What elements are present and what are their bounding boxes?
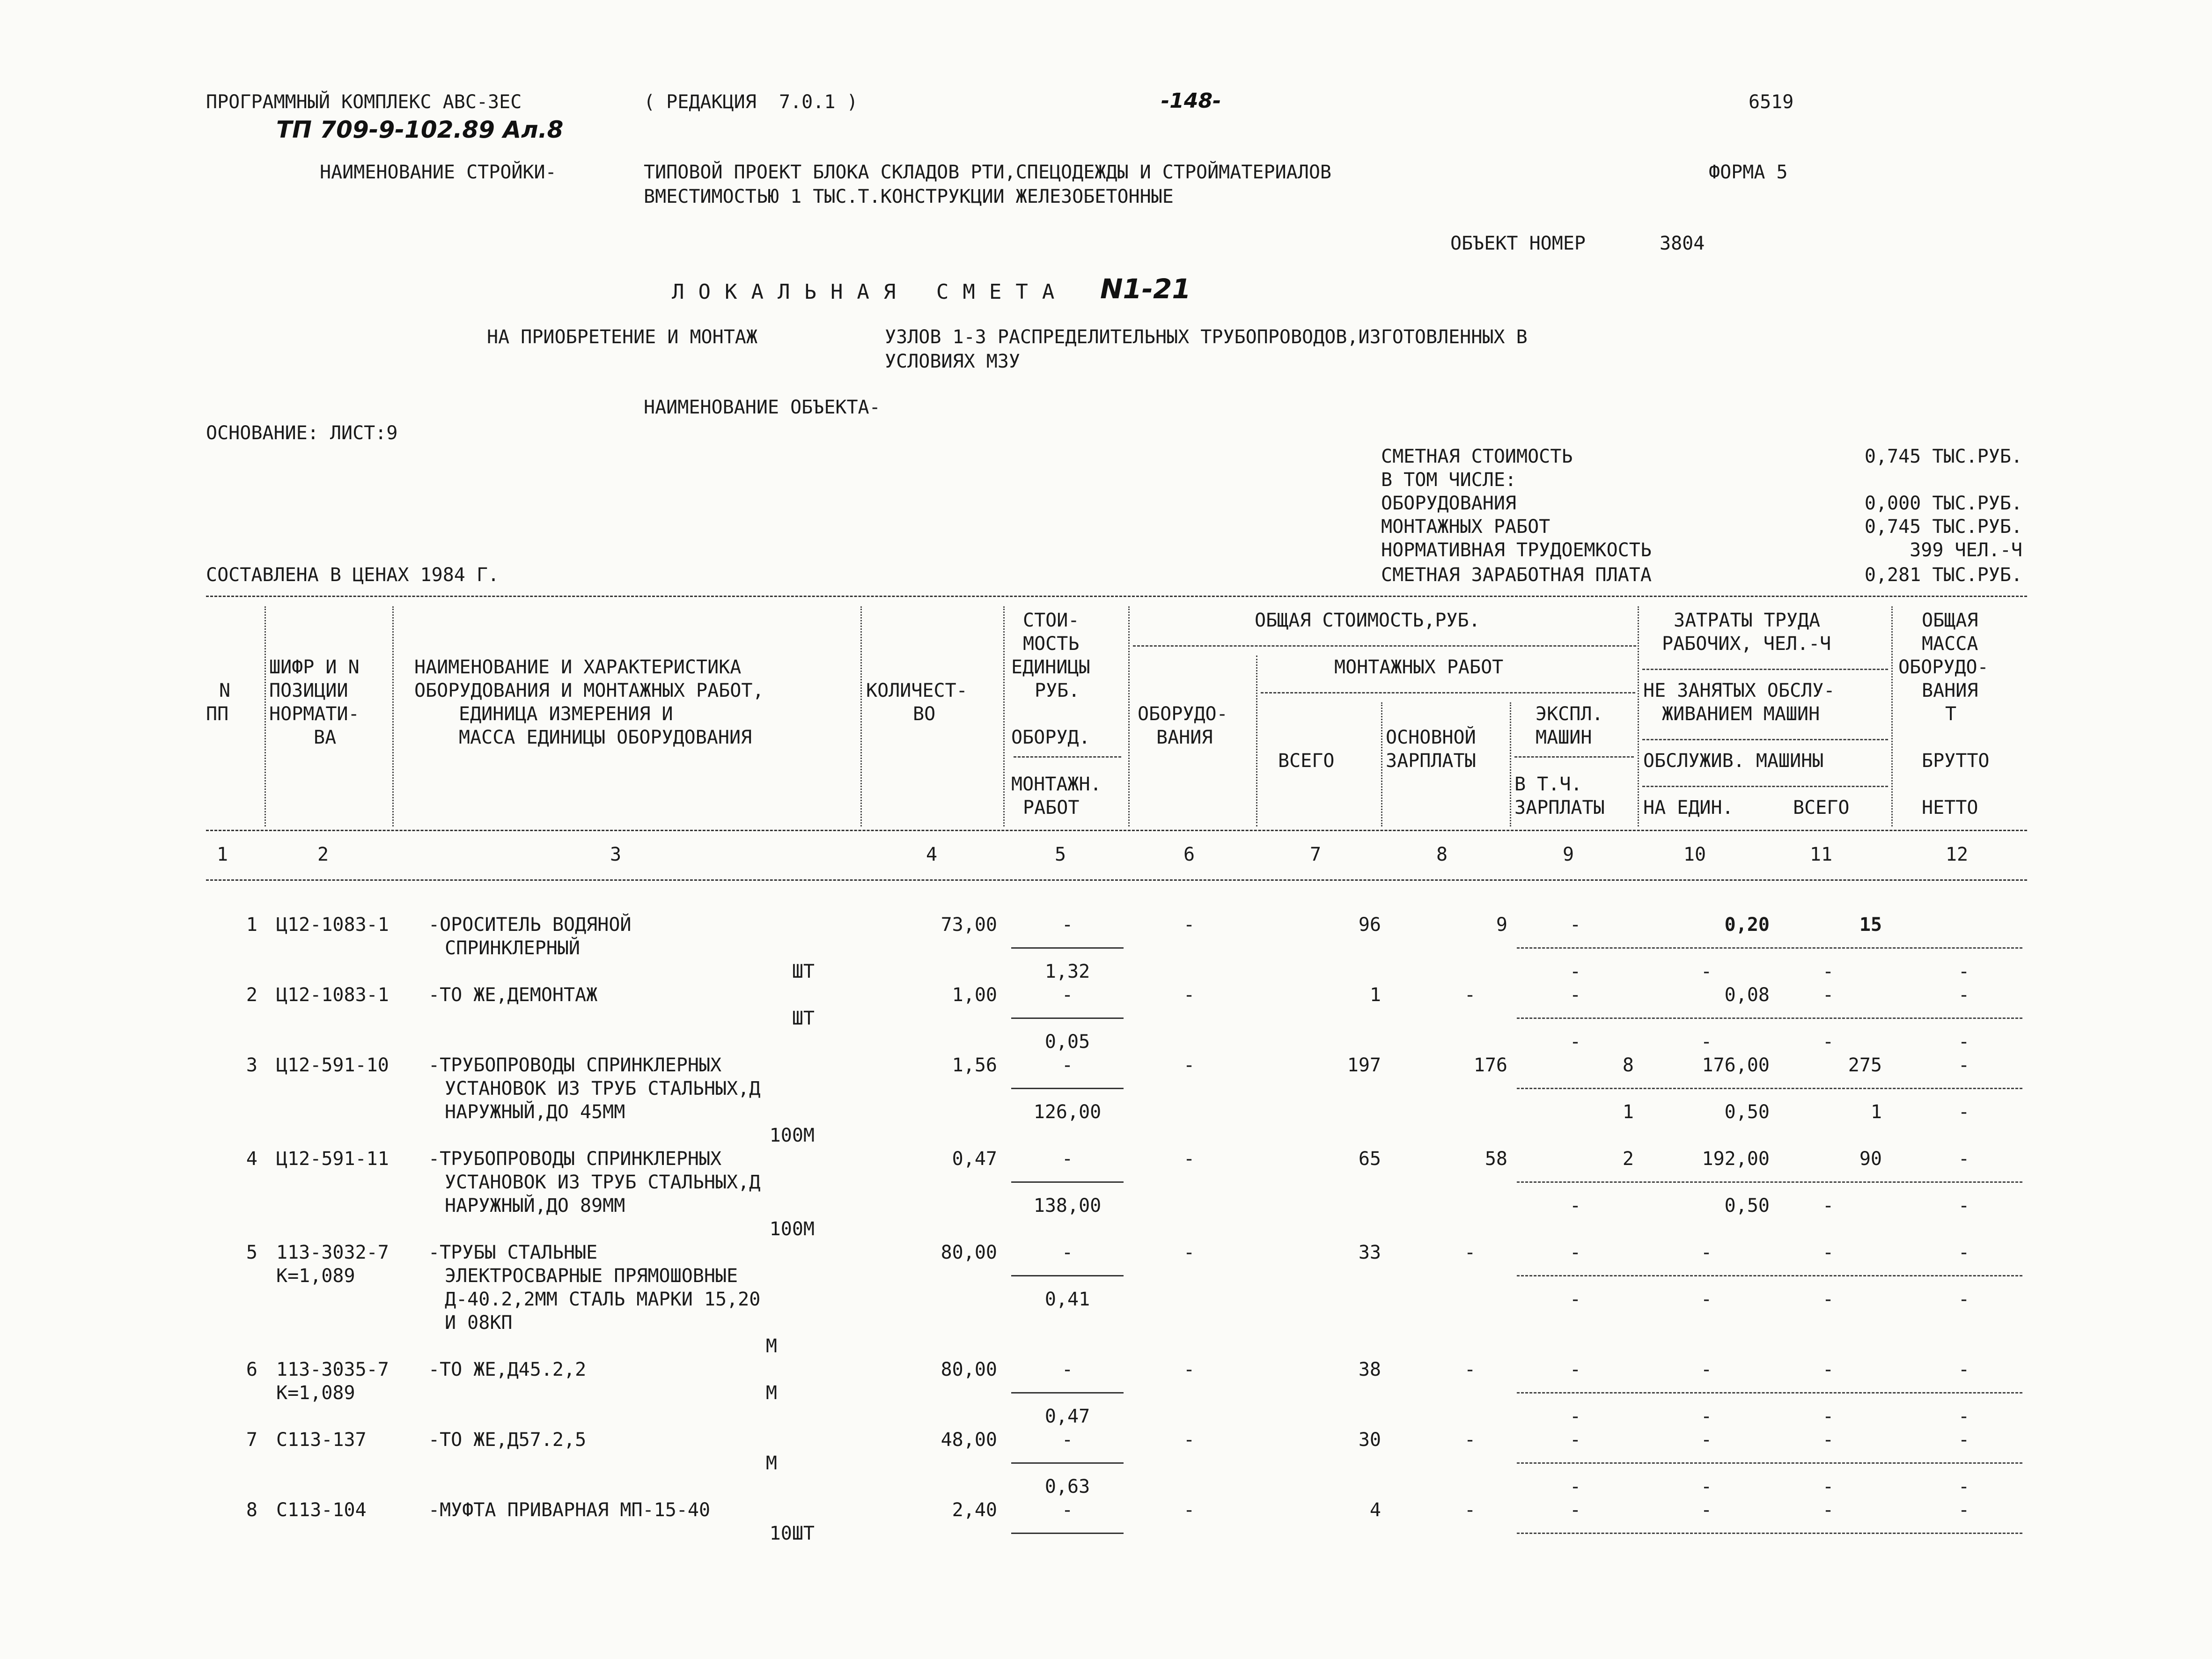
row-labor-unit-bottom: - <box>1700 1476 1712 1497</box>
row-mass-bottom: - <box>1958 1031 1970 1053</box>
row-unit: 10ШТ <box>769 1523 815 1544</box>
column-divider <box>1510 702 1511 826</box>
col-header-equipment: ВАНИЯ <box>1156 727 1213 748</box>
row-unit: М <box>765 1382 777 1404</box>
row-code: Ц12-591-10 <box>276 1054 389 1076</box>
header-separator <box>1133 645 1636 647</box>
object-number-label: ОБЪЕКТ НОМЕР <box>1450 233 1586 254</box>
row-unit-cost-bottom: 126,00 <box>1033 1101 1102 1123</box>
form-number: ФОРМА 5 <box>1709 162 1788 183</box>
column-number: 1 <box>216 844 228 865</box>
row-mass-bottom: - <box>1958 1101 1970 1123</box>
col-header-unit-cost: ЕДИНИЦЫ <box>1011 656 1090 678</box>
row-name: Д-40.2,2ММ СТАЛЬ МАРКИ 15,20 <box>445 1289 761 1310</box>
row-total: 4 <box>1369 1499 1381 1521</box>
col-header-labor: ЗАТРАТЫ ТРУДА <box>1674 610 1821 631</box>
row-unit: ШТ <box>792 961 815 982</box>
cell-rule <box>1517 1392 2022 1394</box>
row-machines-top: - <box>1569 1499 1581 1521</box>
cell-rule <box>1011 947 1124 949</box>
row-machines-bottom: - <box>1569 1476 1581 1497</box>
row-code: Ц12-1083-1 <box>276 984 389 1006</box>
column-number: 11 <box>1809 844 1833 865</box>
row-unit-cost-bottom: 138,00 <box>1033 1195 1102 1217</box>
row-name: -МУФТА ПРИВАРНАЯ МП-15-40 <box>428 1499 711 1521</box>
column-number: 4 <box>926 844 938 865</box>
row-labor-unit-top: 0,20 <box>1724 914 1770 936</box>
row-base-wage: - <box>1464 1359 1476 1380</box>
row-total: 30 <box>1358 1429 1381 1451</box>
col-header-unit-cost: ОБОРУД. <box>1011 727 1090 748</box>
row-labor-unit-bottom: - <box>1700 1289 1712 1310</box>
col-header-name: ОБОРУДОВАНИЯ И МОНТАЖНЫХ РАБОТ, <box>414 680 764 701</box>
row-total: 1 <box>1369 984 1381 1006</box>
row-unit-cost-bottom: 1,32 <box>1044 961 1090 982</box>
column-divider <box>265 606 266 826</box>
column-divider <box>1003 606 1005 826</box>
purpose-label: НА ПРИОБРЕТЕНИЕ И МОНТАЖ <box>487 326 757 348</box>
row-equipment: - <box>1183 1054 1195 1076</box>
col-header-mass: ВАНИЯ <box>1922 680 1978 701</box>
row-base-wage: - <box>1464 1242 1476 1263</box>
header-separator <box>1514 756 1634 758</box>
col-header-code: ВА <box>314 727 337 748</box>
row-unit: ШТ <box>792 1008 815 1029</box>
row-mass-top: - <box>1958 1429 1970 1451</box>
row-labor-unit-top: 176,00 <box>1702 1054 1770 1076</box>
row-labor-total-top: 275 <box>1848 1054 1882 1076</box>
column-divider <box>1638 606 1639 826</box>
cell-rule <box>1517 947 2022 949</box>
row-unit-cost-bottom: 0,63 <box>1044 1476 1090 1497</box>
col-header-code: НОРМАТИ- <box>269 703 360 725</box>
cell-rule <box>1517 1462 2022 1464</box>
row-machines-bottom: - <box>1569 1289 1581 1310</box>
row-code: 113-3032-7 <box>276 1242 389 1263</box>
object-number: 3804 <box>1660 233 1705 254</box>
col-header-machines: В Т.Ч. <box>1514 774 1582 795</box>
row-machines-top: - <box>1569 914 1581 936</box>
column-number: 8 <box>1436 844 1448 865</box>
col-header-name: ЕДИНИЦА ИЗМЕРЕНИЯ И <box>459 703 673 725</box>
col-header-unit-cost: СТОИ- <box>1023 610 1080 631</box>
column-number: 6 <box>1183 844 1195 865</box>
row-labor-total-top: - <box>1822 984 1834 1006</box>
column-number: 2 <box>317 844 329 865</box>
column-number: 10 <box>1683 844 1706 865</box>
cell-rule <box>1011 1088 1124 1089</box>
row-qty: 73,00 <box>941 914 997 936</box>
row-name: -ТРУБЫ СТАЛЬНЫЕ <box>428 1242 598 1263</box>
purpose-line2: УСЛОВИЯХ МЗУ <box>885 351 1020 372</box>
document-number: 6519 <box>1749 91 1794 113</box>
program-name: ПРОГРАММНЫЙ КОМПЛЕКС АВС-3ЕС <box>206 91 522 113</box>
row-machines-bottom: - <box>1569 1195 1581 1217</box>
row-unit-cost-top: - <box>1061 984 1073 1006</box>
table-top-rule <box>206 596 2027 597</box>
row-machines-top: - <box>1569 1429 1581 1451</box>
row-code: 113-3035-7 <box>276 1359 389 1380</box>
summary-label: МОНТАЖНЫХ РАБОТ <box>1381 516 1551 538</box>
row-name: ЭЛЕКТРОСВАРНЫЕ ПРЯМОШОВНЫЕ <box>445 1265 738 1287</box>
row-name: И 08КП <box>445 1312 513 1334</box>
row-labor-total-top: - <box>1822 1429 1834 1451</box>
row-labor-unit-top: - <box>1700 1359 1712 1380</box>
row-unit-cost-top: - <box>1061 1429 1073 1451</box>
col-header-total: ВСЕГО <box>1278 750 1335 772</box>
row-qty: 80,00 <box>941 1242 997 1263</box>
purpose-line1: УЗЛОВ 1-3 РАСПРЕДЕЛИТЕЛЬНЫХ ТРУБОПРОВОДОВ,ИЗГОТОВЛЕННЫХ В <box>885 326 1528 348</box>
row-number: 8 <box>246 1499 257 1521</box>
row-qty: 48,00 <box>941 1429 997 1451</box>
row-equipment: - <box>1183 1148 1195 1170</box>
row-labor-unit-top: - <box>1700 1499 1712 1521</box>
row-qty: 80,00 <box>941 1359 997 1380</box>
col-header-code: ШИФР И N <box>269 656 360 678</box>
summary-label: ОБОРУДОВАНИЯ <box>1381 493 1516 514</box>
cell-rule <box>1011 1275 1124 1276</box>
row-number: 1 <box>246 914 257 936</box>
cell-rule <box>1517 1181 2022 1183</box>
column-divider <box>1128 606 1130 826</box>
summary-label: НОРМАТИВНАЯ ТРУДОЕМКОСТЬ <box>1381 539 1652 561</box>
col-header-name: МАССА ЕДИНИЦЫ ОБОРУДОВАНИЯ <box>459 727 752 748</box>
summary-value: 0,745 ТЫС.РУБ. <box>1864 516 2022 538</box>
row-machines-top: - <box>1569 1242 1581 1263</box>
row-labor-total-bottom: - <box>1822 1195 1834 1217</box>
header-bottom-rule <box>206 830 2027 831</box>
row-labor-total-bottom: - <box>1822 1406 1834 1427</box>
col-header-unit-cost: МОСТЬ <box>1023 633 1080 655</box>
construction-name-line1: ТИПОВОЙ ПРОЕКТ БЛОКА СКЛАДОВ РТИ,СПЕЦОДЕЖДЫ И СТРОЙМАТЕРИАЛОВ <box>644 162 1332 183</box>
row-total: 33 <box>1358 1242 1381 1263</box>
row-labor-total-top: 15 <box>1859 914 1882 936</box>
header-separator <box>1642 739 1888 740</box>
col-header-labor: НЕ ЗАНЯТЫХ ОБСЛУ- <box>1643 680 1835 701</box>
row-name: -ОРОСИТЕЛЬ ВОДЯНОЙ <box>428 914 632 936</box>
row-labor-total-top: - <box>1822 1359 1834 1380</box>
col-header-unit-cost: РАБОТ <box>1023 797 1080 818</box>
numbers-bottom-rule <box>206 879 2027 881</box>
col-header-labor: РАБОЧИХ, ЧЕЛ.-Ч <box>1662 633 1831 655</box>
row-base-wage: - <box>1464 984 1476 1006</box>
cell-rule <box>1011 1462 1124 1464</box>
column-number: 5 <box>1054 844 1066 865</box>
row-labor-unit-bottom: - <box>1700 961 1712 982</box>
row-machines-bottom: - <box>1569 1031 1581 1053</box>
row-code: Ц12-1083-1 <box>276 914 389 936</box>
row-mass-bottom: - <box>1958 1289 1970 1310</box>
construction-name-line2: ВМЕСТИМОСТЬЮ 1 ТЫС.Т.КОНСТРУКЦИИ ЖЕЛЕЗОБЕТОННЫЕ <box>644 186 1174 207</box>
col-header-mass: НЕТТО <box>1922 797 1978 818</box>
basis: ОСНОВАНИЕ: ЛИСТ:9 <box>206 422 398 444</box>
construction-label: НАИМЕНОВАНИЕ СТРОЙКИ- <box>320 162 557 183</box>
col-header-labor: ВСЕГО <box>1793 797 1850 818</box>
estimate-number-handwritten: N1-21 <box>1100 273 1191 305</box>
row-machines-top: - <box>1569 984 1581 1006</box>
col-header-n: ПП <box>206 703 229 725</box>
row-name: СПРИНКЛЕРНЫЙ <box>445 937 580 959</box>
row-unit-cost-top: - <box>1061 1148 1073 1170</box>
row-qty: 0,47 <box>952 1148 997 1170</box>
cell-rule <box>1011 1181 1124 1183</box>
row-name: -ТРУБОПРОВОДЫ СПРИНКЛЕРНЫХ <box>428 1054 722 1076</box>
row-number: 4 <box>246 1148 257 1170</box>
row-coefficient: К=1,089 <box>276 1265 355 1287</box>
col-header-machines: МАШИН <box>1536 727 1592 748</box>
row-number: 5 <box>246 1242 257 1263</box>
row-unit-cost-top: - <box>1061 1359 1073 1380</box>
col-header-labor: НА ЕДИН. <box>1643 797 1734 818</box>
price-base: СОСТАВЛЕНА В ЦЕНАХ 1984 Г. <box>206 564 500 586</box>
row-equipment: - <box>1183 914 1195 936</box>
row-labor-total-bottom: - <box>1822 1031 1834 1053</box>
row-machines-bottom: 1 <box>1622 1101 1634 1123</box>
row-equipment: - <box>1183 1359 1195 1380</box>
column-divider <box>392 606 394 826</box>
row-labor-unit-top: - <box>1700 1429 1712 1451</box>
row-equipment: - <box>1183 984 1195 1006</box>
column-divider <box>1891 606 1893 826</box>
col-header-name: НАИМЕНОВАНИЕ И ХАРАКТЕРИСТИКА <box>414 656 742 678</box>
summary-value: 0,281 ТЫС.РУБ. <box>1864 564 2022 586</box>
row-unit: М <box>765 1453 777 1474</box>
row-name: УСТАНОВОК ИЗ ТРУБ СТАЛЬНЫХ,Д <box>445 1172 761 1193</box>
header-separator <box>1014 756 1121 758</box>
row-labor-unit-bottom: 0,50 <box>1724 1195 1770 1217</box>
cell-rule <box>1011 1533 1124 1534</box>
row-name: -ТО ЖЕ,Д57.2,5 <box>428 1429 587 1451</box>
row-labor-total-bottom: - <box>1822 1289 1834 1310</box>
row-mass-bottom: - <box>1958 1406 1970 1427</box>
row-number: 6 <box>246 1359 257 1380</box>
row-mass-bottom: - <box>1958 1195 1970 1217</box>
header-separator <box>1642 669 1888 670</box>
col-header-equipment: ОБОРУДО- <box>1138 703 1228 725</box>
row-base-wage: 58 <box>1484 1148 1507 1170</box>
row-qty: 2,40 <box>952 1499 997 1521</box>
row-labor-total-top: 90 <box>1859 1148 1882 1170</box>
row-unit-cost-bottom: 0,05 <box>1044 1031 1090 1053</box>
row-unit-cost-bottom: 0,47 <box>1044 1406 1090 1427</box>
row-unit: 100М <box>769 1125 815 1146</box>
column-divider <box>1381 702 1382 826</box>
summary-value: 0,745 ТЫС.РУБ. <box>1864 446 2022 467</box>
col-header-mass: ОБОРУДО- <box>1898 656 1989 678</box>
row-labor-total-bottom: - <box>1822 961 1834 982</box>
col-header-mass: МАССА <box>1922 633 1978 655</box>
row-unit-cost-top: - <box>1061 1054 1073 1076</box>
row-machines-top: 8 <box>1622 1054 1634 1076</box>
row-mass-top: - <box>1958 1054 1970 1076</box>
row-qty: 1,00 <box>952 984 997 1006</box>
cell-rule <box>1011 1018 1124 1019</box>
row-unit-cost-bottom: 0,41 <box>1044 1289 1090 1310</box>
row-labor-total-top: - <box>1822 1499 1834 1521</box>
row-base-wage: - <box>1464 1429 1476 1451</box>
row-labor-unit-top: - <box>1700 1242 1712 1263</box>
summary-label: В ТОМ ЧИСЛЕ: <box>1381 469 1516 491</box>
row-total: 65 <box>1358 1148 1381 1170</box>
row-number: 2 <box>246 984 257 1006</box>
row-mass-bottom: - <box>1958 961 1970 982</box>
cell-rule <box>1517 1018 2022 1019</box>
cell-rule <box>1011 1392 1124 1394</box>
col-header-base-wage: ОСНОВНОЙ <box>1386 727 1476 748</box>
row-equipment: - <box>1183 1499 1195 1521</box>
row-base-wage: - <box>1464 1499 1476 1521</box>
row-labor-unit-bottom: 0,50 <box>1724 1101 1770 1123</box>
column-number: 9 <box>1562 844 1574 865</box>
row-mass-top: - <box>1958 1148 1970 1170</box>
row-total: 38 <box>1358 1359 1381 1380</box>
summary-label: СМЕТНАЯ ЗАРАБОТНАЯ ПЛАТА <box>1381 564 1652 586</box>
row-mass-bottom: - <box>1958 1476 1970 1497</box>
column-divider <box>1256 656 1257 826</box>
summary-value: 399 ЧЕЛ.-Ч <box>1910 539 2022 561</box>
column-divider <box>860 606 862 826</box>
col-header-mass: ОБЩАЯ <box>1922 610 1978 631</box>
row-mass-top: - <box>1958 1242 1970 1263</box>
row-code: Ц12-591-11 <box>276 1148 389 1170</box>
row-mass-top: - <box>1958 1499 1970 1521</box>
edition-label: ( РЕДАКЦИЯ 7.0.1 ) <box>644 91 858 113</box>
col-header-code: ПОЗИЦИИ <box>269 680 348 701</box>
cell-rule <box>1517 1088 2022 1089</box>
row-unit-cost-top: - <box>1061 1499 1073 1521</box>
row-total: 197 <box>1347 1054 1381 1076</box>
row-machines-top: 2 <box>1622 1148 1634 1170</box>
row-qty: 1,56 <box>952 1054 997 1076</box>
col-header-machines: ЗАРПЛАТЫ <box>1514 797 1605 818</box>
row-name: -ТРУБОПРОВОДЫ СПРИНКЛЕРНЫХ <box>428 1148 722 1170</box>
row-code: С113-104 <box>276 1499 367 1521</box>
col-header-base-wage: ЗАРПЛАТЫ <box>1386 750 1476 772</box>
object-name-label: НАИМЕНОВАНИЕ ОБЪЕКТА- <box>644 397 881 418</box>
col-header-qty: КОЛИЧЕСТ- <box>866 680 968 701</box>
row-labor-unit-top: 192,00 <box>1702 1148 1770 1170</box>
row-base-wage: 9 <box>1496 914 1507 936</box>
row-unit-cost-top: - <box>1061 914 1073 936</box>
col-header-qty: ВО <box>913 703 936 725</box>
estimate-title: ЛОКАЛЬНАЯ СМЕТА <box>672 280 1069 304</box>
row-mass-top: - <box>1958 984 1970 1006</box>
col-header-mount: МОНТАЖНЫХ РАБОТ <box>1334 656 1504 678</box>
row-labor-unit-bottom: - <box>1700 1031 1712 1053</box>
row-name: -ТО ЖЕ,ДЕМОНТАЖ <box>428 984 598 1006</box>
col-header-labor: ОБСЛУЖИВ. МАШИНЫ <box>1643 750 1824 772</box>
row-coefficient: К=1,089 <box>276 1382 355 1404</box>
col-header-unit-cost: РУБ. <box>1035 680 1080 701</box>
column-number: 12 <box>1945 844 1969 865</box>
col-header-labor: ЖИВАНИЕМ МАШИН <box>1662 703 1820 725</box>
row-code: С113-137 <box>276 1429 367 1451</box>
row-mass-top: - <box>1958 1359 1970 1380</box>
row-base-wage: 176 <box>1473 1054 1507 1076</box>
column-number: 7 <box>1309 844 1322 865</box>
cell-rule <box>1517 1533 2022 1534</box>
row-unit: 100М <box>769 1218 815 1240</box>
row-unit-cost-top: - <box>1061 1242 1073 1263</box>
col-header-n: N <box>219 680 231 701</box>
row-labor-total-bottom: 1 <box>1870 1101 1882 1123</box>
col-header-machines: ЭКСПЛ. <box>1536 703 1603 725</box>
row-equipment: - <box>1183 1429 1195 1451</box>
page-number: -148- <box>1161 89 1221 113</box>
column-number: 3 <box>610 844 622 865</box>
row-unit: М <box>765 1335 777 1357</box>
row-name: НАРУЖНЫЙ,ДО 45ММ <box>445 1101 625 1123</box>
row-name: УСТАНОВОК ИЗ ТРУБ СТАЛЬНЫХ,Д <box>445 1078 761 1099</box>
row-number: 7 <box>246 1429 257 1451</box>
row-total: 96 <box>1358 914 1381 936</box>
cell-rule <box>1517 1275 2022 1276</box>
row-name: -ТО ЖЕ,Д45.2,2 <box>428 1359 587 1380</box>
summary-value: 0,000 ТЫС.РУБ. <box>1864 493 2022 514</box>
row-machines-top: - <box>1569 1359 1581 1380</box>
row-machines-bottom: - <box>1569 1406 1581 1427</box>
row-number: 3 <box>246 1054 257 1076</box>
project-code-handwritten: ТП 709-9-102.89 Ал.8 <box>276 116 564 143</box>
row-machines-bottom: - <box>1569 961 1581 982</box>
col-header-unit-cost: МОНТАЖН. <box>1011 774 1102 795</box>
header-separator <box>1261 692 1635 693</box>
col-header-mass: БРУТТО <box>1922 750 1990 772</box>
row-labor-unit-top: 0,08 <box>1724 984 1770 1006</box>
row-labor-total-top: - <box>1822 1242 1834 1263</box>
row-labor-unit-bottom: - <box>1700 1406 1712 1427</box>
row-name: НАРУЖНЫЙ,ДО 89ММ <box>445 1195 625 1217</box>
row-equipment: - <box>1183 1242 1195 1263</box>
summary-label: СМЕТНАЯ СТОИМОСТЬ <box>1381 446 1573 467</box>
col-header-total-cost: ОБЩАЯ СТОИМОСТЬ,РУБ. <box>1255 610 1480 631</box>
header-separator <box>1642 786 1888 787</box>
col-header-mass: Т <box>1945 703 1957 725</box>
row-labor-total-bottom: - <box>1822 1476 1834 1497</box>
